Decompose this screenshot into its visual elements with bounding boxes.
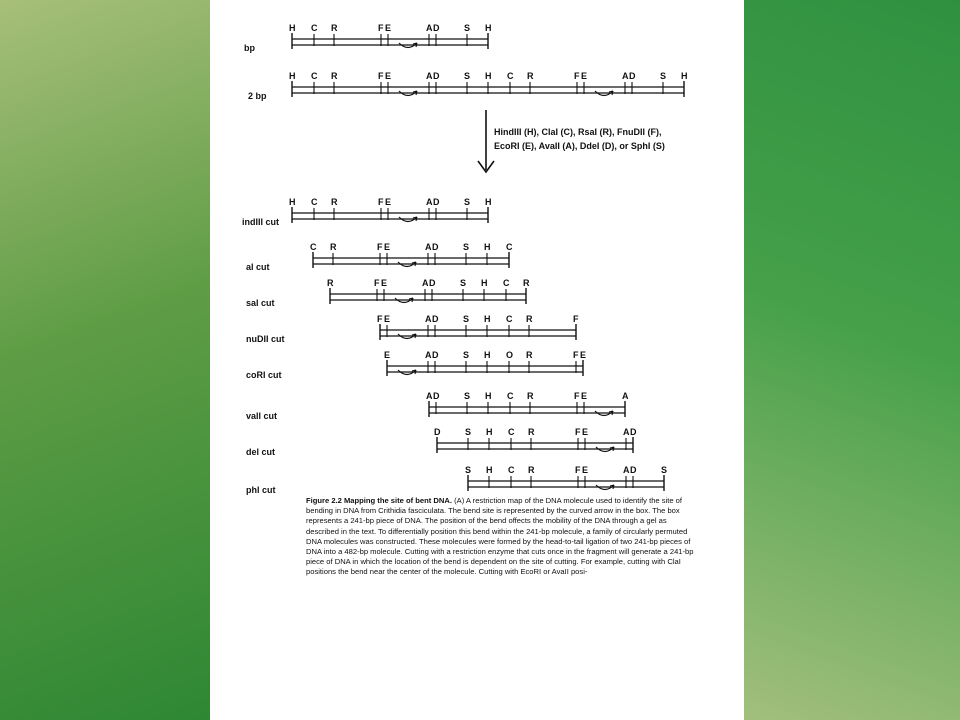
site-label: A [426,23,433,33]
figure-caption-label: Figure 2.2 Mapping the site of bent DNA. [306,496,452,505]
site-label: S [464,391,471,401]
site-label: R [330,242,337,252]
map-row-label: indIII cut [242,217,279,227]
site-label: E [582,427,589,437]
site-label: F [377,242,383,252]
site-label: S [660,71,667,81]
site-label: C [311,23,318,33]
site-label: F [378,197,384,207]
site-label: D [433,71,440,81]
site-label: D [433,391,440,401]
site-label: S [465,427,472,437]
site-label: H [484,242,491,252]
site-label: D [629,71,636,81]
site-label: F [378,23,384,33]
site-label: E [385,71,392,81]
site-label: R [526,314,533,324]
site-label: D [429,278,436,288]
map-row-label: coRI cut [246,370,282,380]
site-label: F [573,350,579,360]
site-label: D [433,197,440,207]
map-row-label: del cut [246,447,276,457]
site-label: C [503,278,510,288]
map-row-label: 2 bp [248,91,267,101]
site-label: C [508,465,515,475]
map-row-label: al cut [246,262,270,272]
site-label: A [422,278,429,288]
background-left-panel [0,0,210,720]
site-label: C [507,391,514,401]
site-label: H [481,278,488,288]
enzyme-legend-line: HindIII (H), ClaI (C), RsaI (R), FnuDII (F), [494,127,662,137]
site-label: O [506,350,514,360]
site-label: S [464,23,471,33]
site-label: D [630,465,637,475]
site-label: A [425,314,432,324]
site-label: H [289,71,296,81]
figure-caption [306,496,694,578]
site-label: E [381,278,388,288]
site-label: S [661,465,668,475]
site-label: D [433,23,440,33]
site-label: H [681,71,688,81]
site-label: S [465,465,472,475]
enzyme-legend-line: EcoRI (E), AvaII (A), DdeI (D), or SphI (S) [494,141,665,151]
site-label: H [289,197,296,207]
site-label: F [377,314,383,324]
site-label: A [425,242,432,252]
site-label: F [573,314,579,324]
site-label: R [523,278,530,288]
site-label: E [385,197,392,207]
site-label: D [434,427,441,437]
site-label: R [331,71,338,81]
map-row-label: nuDII cut [246,334,285,344]
site-label: E [580,350,587,360]
site-label: A [426,391,433,401]
figure-caption-text: (A) A restriction map of the DNA molecule used to identify the site of bending in DNA from Crithidia fasciculata. The bend site is represented by the curved arrow in the box. The box represents a 241-bp piece of DNA. The position of the bend offects the mobility of the DNA through a gel as described in the text. To differentially position this bend within the 241-bp molecule, a family of circularly permuted DNA molecules was constructed. These molecules were formed by the head-to-tail ligation of two 241-bp pieces of DNA into a 482-bp molecule. Cutting with a restriction enzyme that cuts once in the fragment will generate a 241-bp piece of DNA in which the location of the bend is dependent on the site of cutting. For example, cutting with ClaI positions the bend near the center of the molecule. Cutting with EcoRI or AvaII posi- [306,496,694,577]
site-label: F [574,391,580,401]
site-label: E [384,350,391,360]
site-label: C [311,197,318,207]
site-label: C [508,427,515,437]
map-row-label: sal cut [246,298,275,308]
site-label: F [575,427,581,437]
site-label: H [289,23,296,33]
site-label: H [484,350,491,360]
site-label: R [527,391,534,401]
site-label: F [574,71,580,81]
site-label: A [426,71,433,81]
site-label: D [630,427,637,437]
site-label: D [432,350,439,360]
site-label: D [432,242,439,252]
site-label: H [485,197,492,207]
site-label: D [432,314,439,324]
map-row-label: bp [244,43,255,53]
site-label: R [331,23,338,33]
site-label: C [311,71,318,81]
site-label: A [622,71,629,81]
site-label: A [426,197,433,207]
site-label: E [384,242,391,252]
site-label: F [575,465,581,475]
site-label: R [528,465,535,475]
document-page [210,0,744,720]
site-label: S [460,278,467,288]
site-label: C [310,242,317,252]
site-label: C [506,242,513,252]
site-label: H [486,465,493,475]
site-label: H [484,314,491,324]
restriction-map-figure [210,0,744,500]
site-label: S [464,197,471,207]
site-label: R [331,197,338,207]
site-label: C [507,71,514,81]
site-label: H [485,23,492,33]
site-label: R [527,71,534,81]
site-label: E [384,314,391,324]
site-label: A [622,391,629,401]
site-label: E [385,23,392,33]
site-label: S [463,314,470,324]
site-label: S [463,242,470,252]
site-label: H [485,391,492,401]
site-label: E [582,465,589,475]
map-row-label: phl cut [246,485,276,495]
site-label: A [623,465,630,475]
site-label: C [506,314,513,324]
site-label: S [464,71,471,81]
site-label: S [463,350,470,360]
site-label: H [485,71,492,81]
site-label: R [528,427,535,437]
site-label: A [623,427,630,437]
site-label: R [327,278,334,288]
site-label: E [581,391,588,401]
site-label: H [486,427,493,437]
background-right-panel [744,0,960,720]
site-label: F [374,278,380,288]
site-label: E [581,71,588,81]
site-label: R [526,350,533,360]
site-label: A [425,350,432,360]
map-row-label: vall cut [246,411,278,421]
site-label: F [378,71,384,81]
